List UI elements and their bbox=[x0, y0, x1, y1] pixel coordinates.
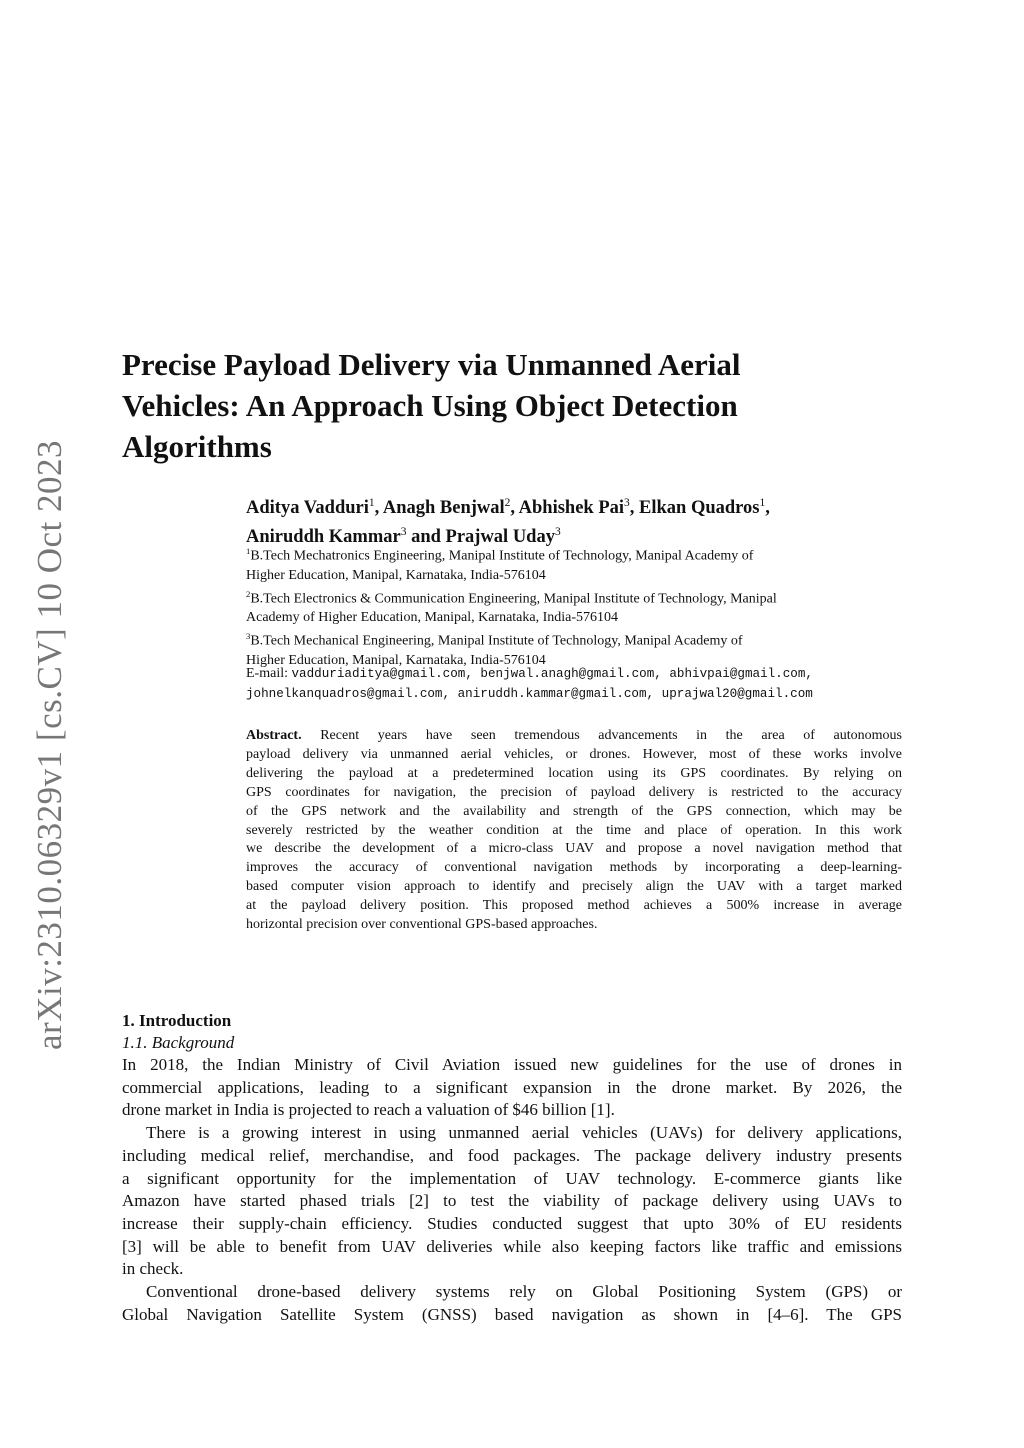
affiliation-mark: 1 bbox=[246, 546, 251, 556]
author-name: Aniruddh Kammar bbox=[246, 527, 401, 548]
author-name: Aditya Vadduri bbox=[246, 498, 369, 519]
abstract-line: horizontal precision over conventional GPS-based approaches. bbox=[246, 917, 598, 933]
body-line: including medical relief, merchandise, and food packages. The package delivery industry presents bbox=[122, 1145, 902, 1165]
body-line: drone market in India is projected to reach a valuation of $46 billion [1]. bbox=[122, 1100, 615, 1120]
abstract-line: we describe the development of a micro-class UAV and propose a novel navigation method that bbox=[246, 841, 902, 857]
author-name: Abhishek Pai bbox=[518, 498, 625, 519]
affiliations bbox=[246, 542, 906, 670]
body-line: commercial applications, leading to a significant expansion in the drone market. By 2026, the bbox=[122, 1077, 902, 1097]
arxiv-identifier: arXiv:2310.06329v1 [cs.CV] 10 Oct 2023 bbox=[30, 439, 69, 1050]
abstract-line: improves the accuracy of conventional navigation methods by incorporating a deep-learning- bbox=[246, 860, 902, 876]
affiliation-text: B.Tech Mechatronics Engineering, Manipal Institute of Technology, Manipal Academy of bbox=[250, 548, 754, 564]
body-line: In 2018, the Indian Ministry of Civil Aviation issued new guidelines for the use of drones in bbox=[122, 1055, 902, 1074]
body-line: There is a growing interest in using unmanned aerial vehicles (UAVs) for delivery applications, bbox=[146, 1123, 902, 1143]
body-line: increase their supply-chain efficiency. Studies conducted suggest that upto 30% of EU residents bbox=[122, 1213, 902, 1233]
author-name: Prajwal Uday bbox=[445, 527, 555, 548]
affiliation-line: Academy of Higher Education, Manipal, Karnataka, India-576104 bbox=[246, 610, 619, 626]
author-affil-mark: 1 bbox=[759, 497, 766, 509]
abstract-line: delivering the payload at a predetermined location using its GPS coordinates. By relying on bbox=[246, 765, 902, 781]
abstract bbox=[246, 727, 902, 935]
author-list bbox=[246, 491, 902, 549]
email-block bbox=[246, 664, 906, 704]
title-line: Vehicles: An Approach Using Object Detection bbox=[122, 388, 738, 423]
affiliation-text: B.Tech Electronics & Communication Engineering, Manipal Institute of Technology, Manipal bbox=[250, 591, 777, 607]
abstract-line: based computer vision approach to identify and precisely align the UAV with a target marked bbox=[246, 879, 902, 895]
abstract-label: Abstract. bbox=[246, 728, 302, 743]
title-line: Algorithms bbox=[122, 429, 272, 464]
body-line: in check. bbox=[122, 1259, 184, 1279]
paper-title bbox=[122, 344, 902, 467]
author-separator: , bbox=[510, 498, 519, 519]
affiliation-line bbox=[246, 627, 906, 651]
affiliation-line bbox=[246, 585, 906, 609]
email-line bbox=[246, 664, 906, 684]
body-line: Amazon have started phased trials [2] to test the viability of package delivery using UAVs to bbox=[122, 1191, 902, 1211]
email-addresses[interactable]: vadduriaditya@gmail.com, benjwal.anagh@gmail.com, abhivpai@gmail.com, bbox=[291, 667, 813, 681]
abstract-text: Recent years have seen tremendous advancements in the area of autonomous bbox=[301, 728, 902, 743]
body-line: a significant opportunity for the implementation of UAV technology. E-commerce giants like bbox=[122, 1168, 902, 1188]
title-line: Precise Payload Delivery via Unmanned Aerial bbox=[122, 347, 741, 382]
abstract-line: of the GPS network and the availability and strength of the GPS connection, which may be bbox=[246, 803, 902, 819]
abstract-line: severely restricted by the weather condition at the time and place of operation. In this work bbox=[246, 822, 902, 838]
affiliation-line: Higher Education, Manipal, Karnataka, India-576104 bbox=[246, 567, 546, 583]
author-affil-mark: 3 bbox=[624, 497, 630, 509]
affiliation-line bbox=[246, 542, 906, 566]
body-line: Conventional drone-based delivery systems rely on Global Positioning System (GPS) or bbox=[146, 1282, 902, 1302]
affiliation-line: Higher Education, Manipal, Karnataka, India-576104 bbox=[246, 652, 546, 668]
author-separator: , bbox=[765, 498, 770, 519]
author-affil-mark: 2 bbox=[504, 497, 511, 509]
author-affil-mark: 1 bbox=[368, 497, 375, 509]
body-line: Global Navigation Satellite System (GNSS) based navigation as shown in [4–6]. The GPS bbox=[122, 1304, 902, 1324]
email-label: E-mail: bbox=[246, 666, 292, 681]
abstract-line bbox=[246, 727, 902, 746]
author-affil-mark: 3 bbox=[554, 526, 561, 539]
subsection-heading: 1.1. Background bbox=[122, 1033, 235, 1052]
affiliation-text: B.Tech Mechanical Engineering, Manipal Institute of Technology, Manipal Academy of bbox=[250, 633, 743, 649]
affiliation-mark: 3 bbox=[246, 631, 251, 642]
abstract-line: at the payload delivery position. This proposed method achieves a 500% increase in average bbox=[246, 898, 902, 914]
author-name: Anagh Benjwal bbox=[382, 498, 505, 519]
author-line bbox=[246, 491, 902, 520]
author-name: Elkan Quadros bbox=[639, 498, 760, 519]
section-heading: 1. Introduction bbox=[122, 1011, 232, 1030]
body-text bbox=[122, 1054, 902, 1326]
affiliation-mark: 2 bbox=[246, 588, 251, 599]
author-separator: and bbox=[406, 527, 446, 548]
author-affil-mark: 3 bbox=[400, 526, 407, 539]
author-separator: , bbox=[374, 498, 383, 519]
body-line: [3] will be able to benefit from UAV deliveries while also keeping factors like traffic and emissions bbox=[122, 1236, 902, 1256]
email-addresses[interactable]: johnelkanquadros@gmail.com, aniruddh.kammar@gmail.com, uprajwal20@gmail.com bbox=[246, 687, 813, 701]
abstract-line: GPS coordinates for navigation, the precision of payload delivery is restricted to the accuracy bbox=[246, 784, 902, 800]
abstract-line: payload delivery via unmanned aerial vehicles, or drones. However, most of these works involve bbox=[246, 746, 902, 762]
author-separator: , bbox=[629, 498, 640, 519]
